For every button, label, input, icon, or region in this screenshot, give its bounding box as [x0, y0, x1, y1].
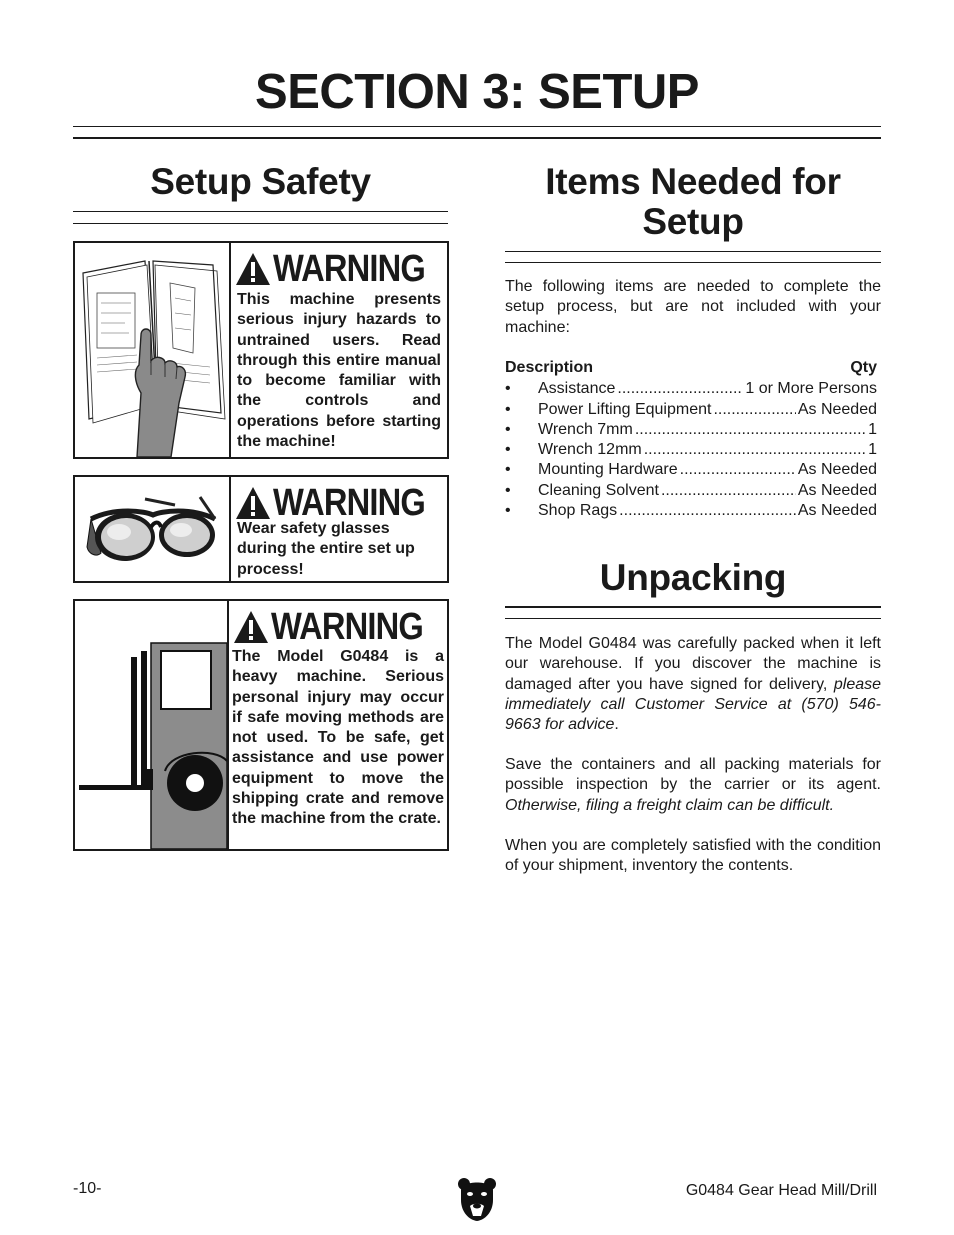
warning-text-glasses: Wear safety glasses during the entire set up process! — [237, 520, 415, 578]
setup-safety-rule-bottom — [73, 223, 448, 224]
page-number: -10- — [73, 1180, 102, 1197]
items-col-qty: Qty — [850, 359, 877, 376]
reading-manual-icon — [75, 243, 231, 457]
setup-safety-heading: Setup Safety — [150, 161, 371, 202]
bullet: • — [505, 380, 511, 397]
bullet: • — [505, 401, 511, 418]
page-title: SECTION 3: SETUP — [255, 65, 699, 119]
items-needed-rule-bottom — [505, 262, 881, 263]
title-rule-top — [73, 126, 881, 127]
list-item: • Mounting Hardware ..... As Needed — [505, 460, 877, 480]
items-needed-rule-top — [505, 251, 881, 252]
safety-glasses-icon — [75, 477, 231, 581]
bullet: • — [505, 461, 511, 478]
warning-box-glasses — [73, 475, 449, 583]
warning-box-forklift — [73, 599, 449, 851]
unpacking-paragraph-1: The Model G0484 was carefully packed when it left our warehouse. If you discover the machine is damaged after you have signed for delivery, please immediately call Customer Service at (570) 546-9663 for advice. — [505, 635, 882, 734]
forklift-icon — [75, 601, 229, 849]
warning-triangle-icon — [233, 609, 269, 645]
list-item: • Wrench 12mm ..... 1 — [505, 440, 877, 460]
bullet: • — [505, 482, 511, 499]
warning-triangle-icon — [235, 251, 271, 287]
list-item: • Shop Rags ..... As Needed — [505, 501, 877, 521]
warning-label: WARNING — [233, 607, 448, 647]
items-needed-heading: Items Needed for Setup — [545, 161, 841, 242]
unpacking-paragraph-2: Save the containers and all packing materials for possible inspection by the carrier or its agent. Otherwise, filing a freight claim can be difficult. — [505, 756, 881, 814]
warning-label: WARNING — [235, 249, 450, 289]
warning-triangle-icon — [235, 485, 271, 521]
list-item: • Wrench 7mm ..... 1 — [505, 420, 877, 440]
items-intro: The following items are needed to complete the setup process, but are not included with your machine: — [505, 278, 881, 336]
items-col-description: Description — [505, 359, 594, 376]
warning-label: WARNING — [235, 483, 450, 523]
unpacking-rule-bottom — [505, 618, 881, 619]
bullet: • — [505, 441, 511, 458]
bullet: • — [505, 502, 511, 519]
list-item: • Assistance ..... 1 or More Persons — [505, 379, 877, 399]
warning-box-manual — [73, 241, 449, 459]
bear-head-logo-icon — [457, 1176, 497, 1222]
title-rule-bottom — [73, 137, 881, 139]
bullet: • — [505, 421, 511, 438]
unpacking-heading: Unpacking — [599, 557, 787, 598]
warning-text-manual: This machine presents serious injury hazards to untrained users. Read through this entire manual to become familiar with the controls and operations before starting the machine! — [237, 291, 441, 451]
warning-text-forklift: The Model G0484 is a heavy machine. Serious personal injury may occur if safe moving methods are not used. To be safe, get assistance and use power equipment to move the shipping crate and remove the machine from the crate. — [232, 648, 444, 828]
unpacking-paragraph-3: When you are completely satisfied with the condition of your shipment, inventory the contents. — [505, 837, 881, 875]
list-item: • Power Lifting Equipment ..... As Needed — [505, 400, 877, 420]
footer-model: G0484 Gear Head Mill/Drill — [685, 1182, 877, 1199]
setup-safety-rule-top — [73, 211, 448, 212]
unpacking-rule-top — [505, 606, 881, 608]
list-item: • Cleaning Solvent ..... As Needed — [505, 481, 877, 501]
